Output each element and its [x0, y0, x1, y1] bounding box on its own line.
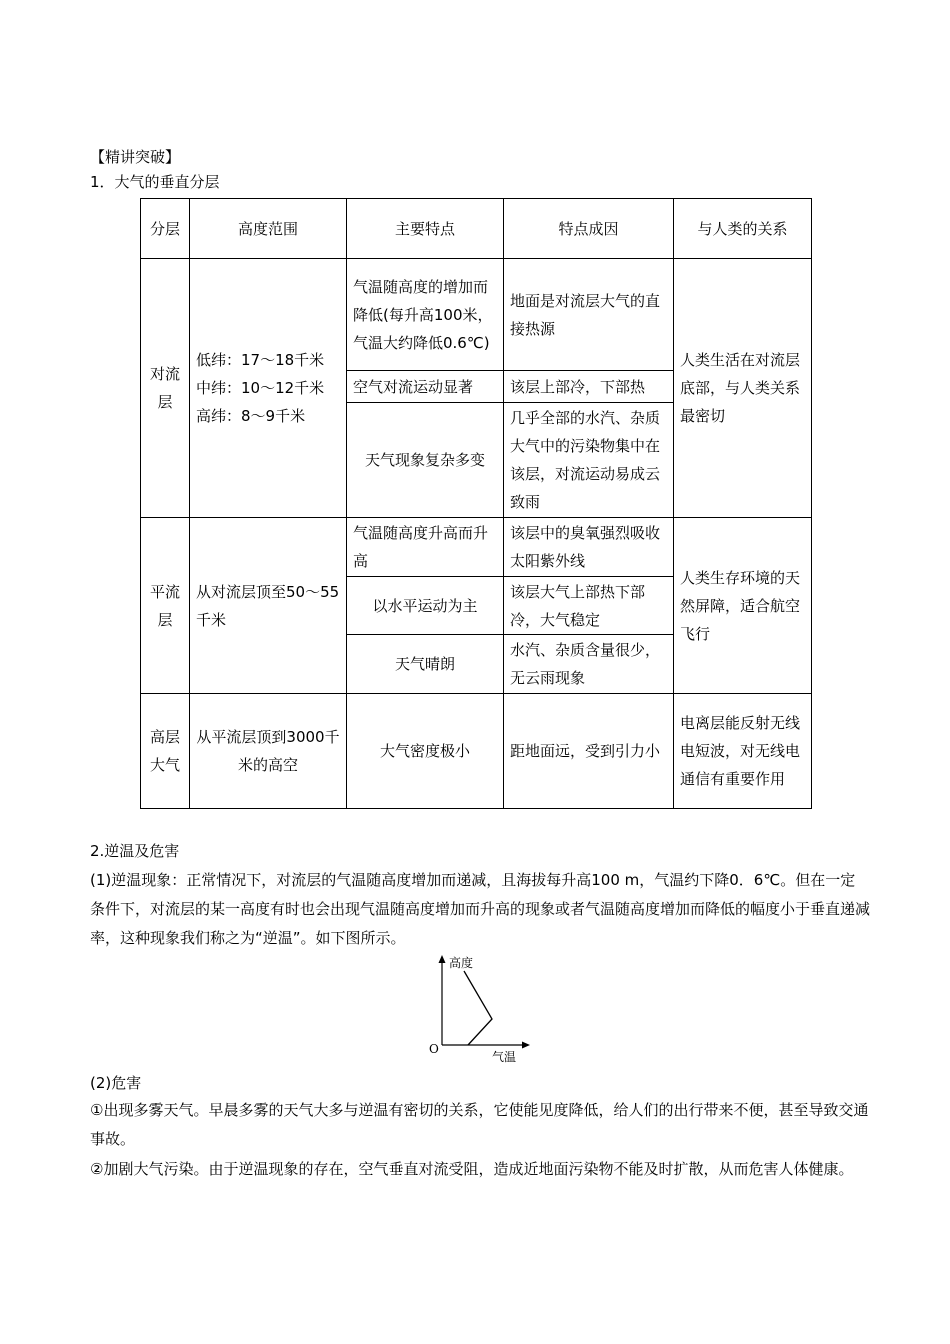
inversion-figure	[428, 955, 532, 1063]
troposphere-cause-3: 几乎全部的水汽、杂质大气中的污染物集中在该层，对流运动易成云致雨	[504, 403, 674, 518]
stratosphere-cause-1: 该层中的臭氧强烈吸收太阳紫外线	[504, 518, 674, 577]
stratosphere-feature-3: 天气晴朗	[347, 635, 504, 694]
header-feature: 主要特点	[347, 199, 504, 259]
troposphere-cause-2: 该层上部冷，下部热	[504, 371, 674, 403]
stratosphere-height: 从对流层顶至50～55千米	[190, 518, 347, 694]
header-relation: 与人类的关系	[674, 199, 812, 259]
stratosphere-relation: 人类生存环境的天然屏障，适合航空飞行	[674, 518, 812, 694]
x-axis-arrow	[522, 1042, 530, 1049]
troposphere-relation: 人类生活在对流层底部，与人类关系最密切	[674, 259, 812, 518]
stratosphere-cause-2: 该层大气上部热下部冷，大气稳定	[504, 577, 674, 635]
troposphere-cause-1: 地面是对流层大气的直接热源	[504, 259, 674, 371]
troposphere-feature-2: 空气对流运动显著	[347, 371, 504, 403]
troposphere-height: 低纬：17～18千米 中纬：10～12千米 高纬：8～9千米	[190, 259, 347, 518]
table-row	[141, 518, 812, 577]
troposphere-feature-3: 天气现象复杂多变	[347, 403, 504, 518]
header-height: 高度范围	[190, 199, 347, 259]
stratosphere-feature-2: 以水平运动为主	[347, 577, 504, 635]
temperature-profile-line	[464, 971, 492, 1045]
table-header-row	[141, 199, 812, 259]
stratosphere-cause-3: 水汽、杂质含量很少，无云雨现象	[504, 635, 674, 694]
x-axis-label: 气温	[492, 1050, 517, 1063]
harm-title: (2)危害	[90, 1074, 142, 1092]
section2-title: 2.逆温及危害	[90, 842, 180, 860]
y-axis-label: 高度	[449, 956, 474, 970]
section1-title: 1．大气的垂直分层	[90, 173, 220, 191]
troposphere-layer: 对流层	[141, 259, 190, 518]
stratosphere-layer: 平流层	[141, 518, 190, 694]
harm-item-1: ①出现多雾天气。早晨多雾的天气大多与逆温有密切的关系，它使能见度降低，给人们的出行带来不便，甚至导致交通事故。	[90, 1101, 869, 1148]
y-axis-arrow	[439, 955, 446, 963]
header-cause: 特点成因	[504, 199, 674, 259]
upper-feature: 大气密度极小	[347, 694, 504, 809]
table-row	[141, 259, 812, 371]
table-row	[141, 694, 812, 809]
upper-layer: 高层大气	[141, 694, 190, 809]
harm-item-2: ②加剧大气污染。由于逆温现象的存在，空气垂直对流受阻，造成近地面污染物不能及时扩散，从而危害人体健康。	[90, 1160, 854, 1178]
section-title: 【精讲突破】	[90, 148, 181, 166]
inversion-paragraph: (1)逆温现象：正常情况下，对流层的气温随高度增加而递减，且海拔每升高100 m，气温约下降0．6℃。但在一定条件下，对流层的某一高度有时也会出现气温随高度增加而升高的现象或者气温随高度增加而降低的幅度小于垂直递减率，这种现象我们称之为“逆温”。如下图所示。	[90, 871, 871, 947]
stratosphere-feature-1: 气温随高度升高而升高	[347, 518, 504, 577]
upper-relation: 电离层能反射无线电短波，对无线电通信有重要作用	[674, 694, 812, 809]
upper-cause: 距地面远，受到引力小	[504, 694, 674, 809]
atmosphere-layers-table	[140, 198, 812, 809]
troposphere-feature-1: 气温随高度的增加而降低(每升高100米，气温大约降低0.6℃)	[347, 259, 504, 371]
upper-height: 从平流层顶到3000千米的高空	[190, 694, 347, 809]
origin-label: O	[429, 1042, 439, 1056]
header-layer: 分层	[141, 199, 190, 259]
